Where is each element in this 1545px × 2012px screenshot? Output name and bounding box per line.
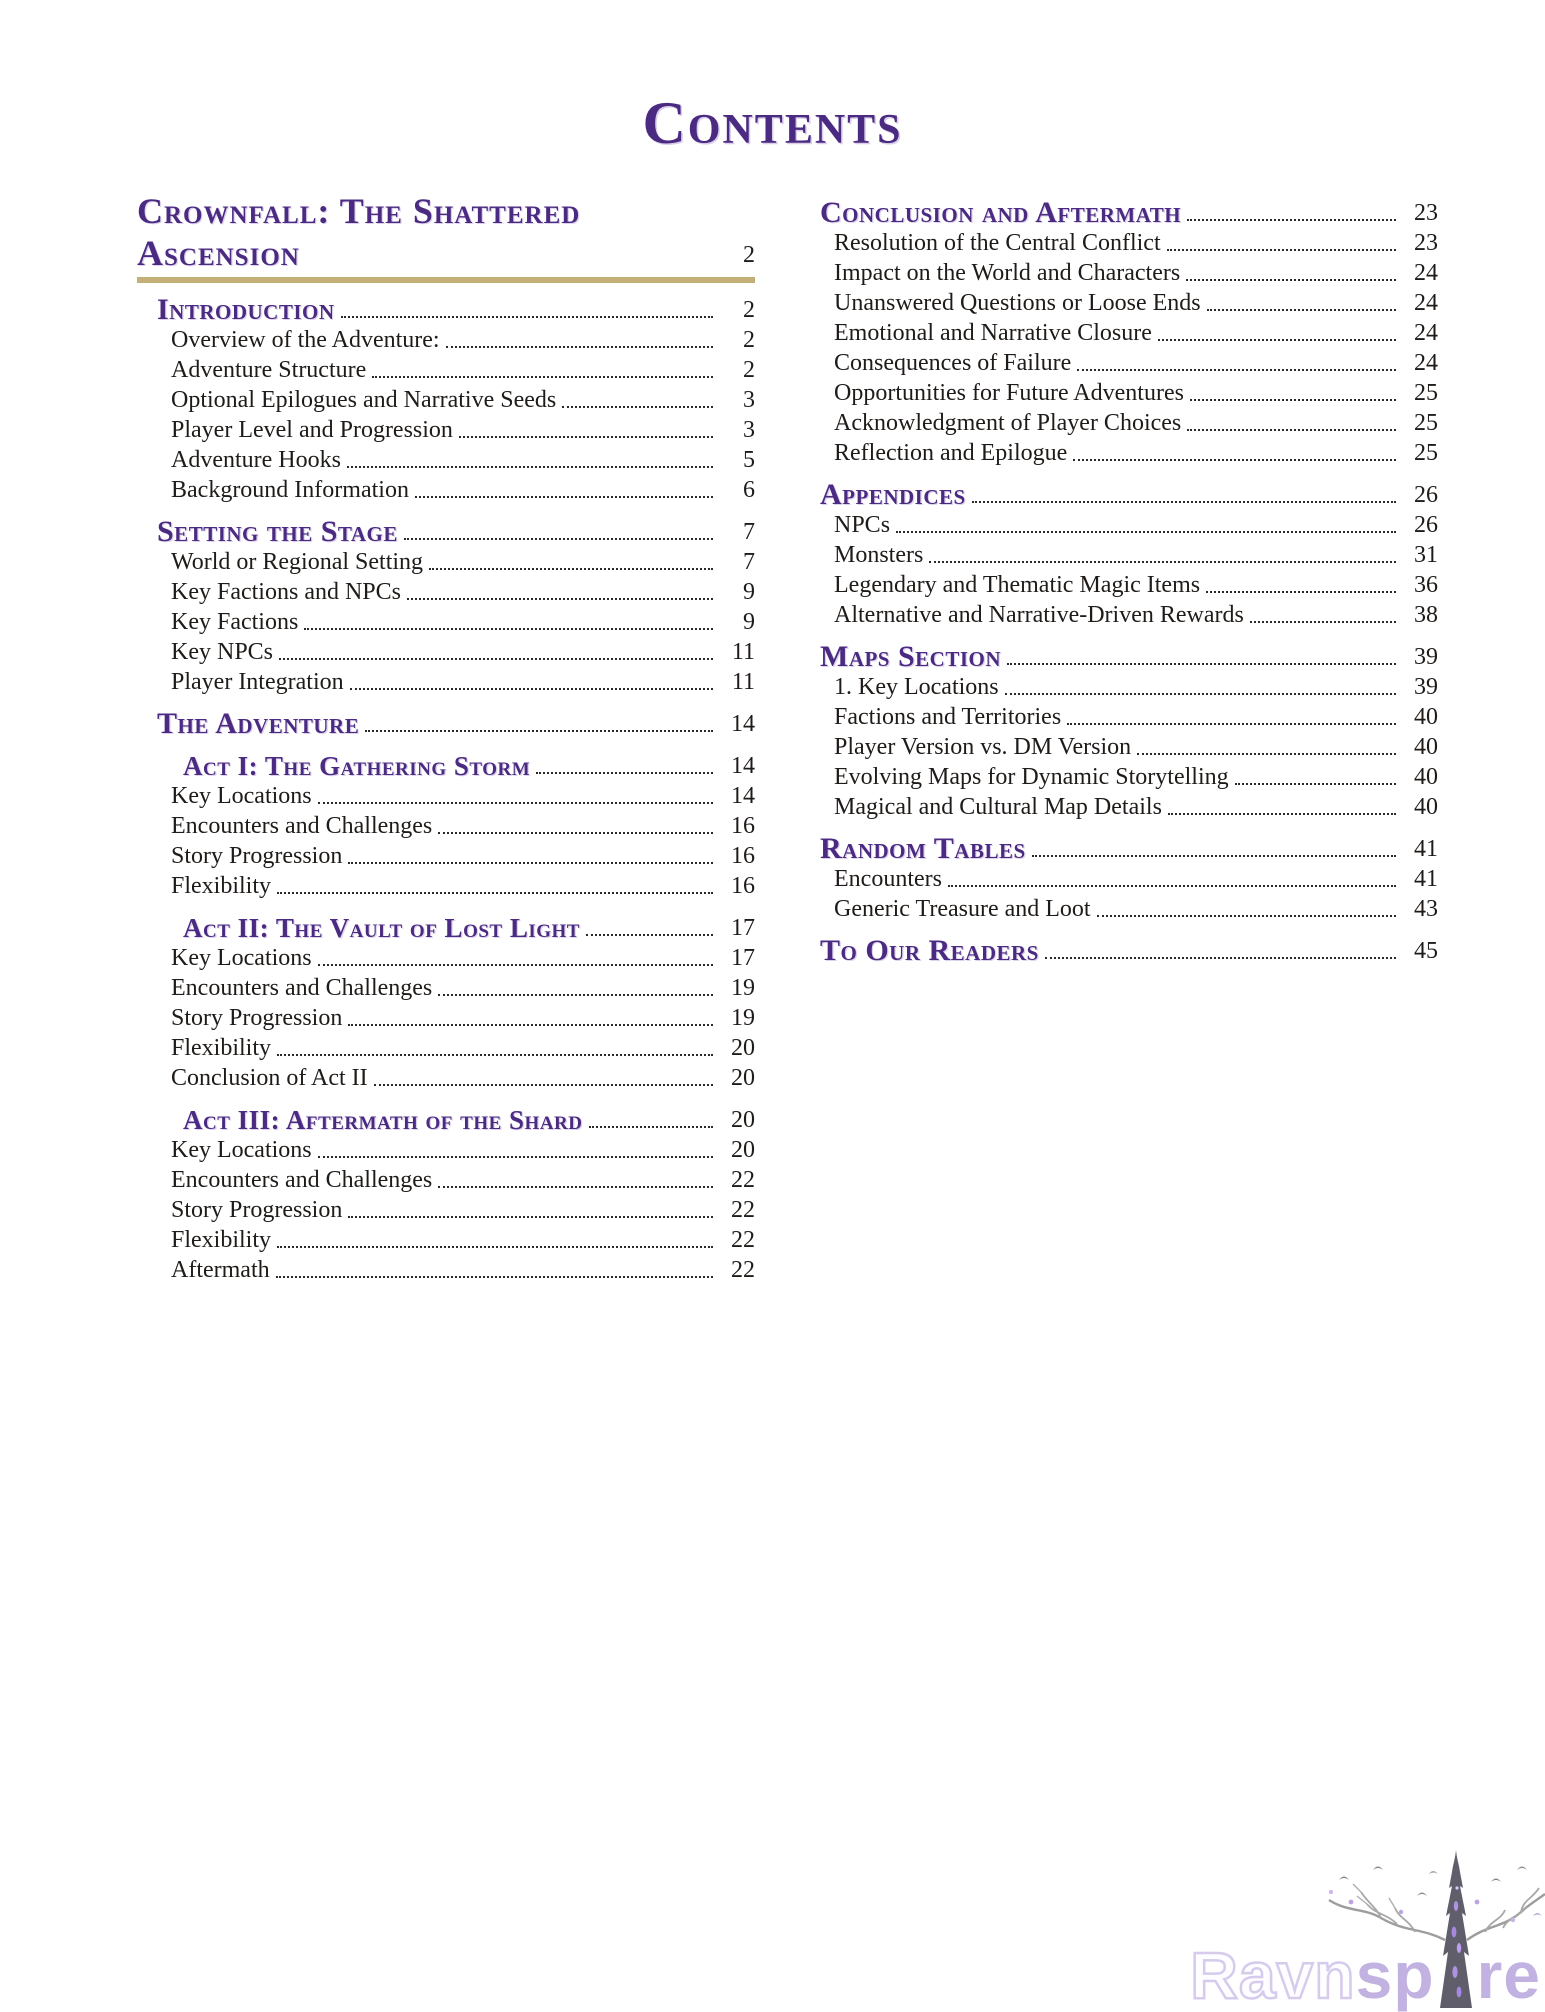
toc-entry-page-number: 36 <box>1414 572 1438 598</box>
toc-entry-page-number: 22 <box>731 1257 755 1283</box>
dot-leader <box>536 772 713 774</box>
toc-entry[interactable] <box>800 894 1438 924</box>
toc-entry-label: Monsters <box>834 542 924 568</box>
dot-leader <box>365 730 713 732</box>
toc-entry-label: Overview of the Adventure: <box>171 327 440 353</box>
toc-section-heading[interactable] <box>800 198 1438 228</box>
dot-leader <box>1235 783 1396 785</box>
dot-leader <box>1067 723 1396 725</box>
toc-entry-page-number: 40 <box>1414 734 1438 760</box>
toc-entry-page-number: 3 <box>743 387 755 413</box>
toc-entry-page-number: 40 <box>1414 764 1438 790</box>
toc-entry-page-number: 23 <box>1414 200 1438 226</box>
toc-entry-page-number: 24 <box>1414 260 1438 286</box>
toc-entry-label: Key Locations <box>171 783 312 809</box>
toc-entry-label: Magical and Cultural Map Details <box>834 794 1162 820</box>
toc-entry-page-number: 38 <box>1414 602 1438 628</box>
toc-entry-label: Story Progression <box>171 1005 343 1031</box>
toc-section-heading[interactable] <box>800 480 1438 510</box>
toc-section-heading[interactable] <box>137 913 755 943</box>
toc-section-heading[interactable] <box>137 709 755 739</box>
toc-entry[interactable] <box>137 1033 755 1063</box>
dot-leader <box>1187 219 1396 221</box>
toc-entry[interactable] <box>800 438 1438 468</box>
toc-entry-page-number: 5 <box>743 447 755 473</box>
dot-leader <box>347 466 713 468</box>
toc-entry[interactable] <box>137 1003 755 1033</box>
dot-leader <box>438 832 713 834</box>
toc-entry[interactable] <box>800 732 1438 762</box>
toc-entry-label: Adventure Hooks <box>171 447 341 473</box>
toc-entry-label: Optional Epilogues and Narrative Seeds <box>171 387 557 413</box>
toc-entry-page-number: 45 <box>1414 938 1438 964</box>
toc-entry[interactable] <box>137 781 755 811</box>
toc-entry[interactable] <box>137 1195 755 1225</box>
toc-entry-label: Setting the Stage <box>157 515 398 548</box>
dot-leader <box>279 658 713 660</box>
toc-entry-page-number: 14 <box>731 711 755 737</box>
toc-entry-page-number: 22 <box>731 1167 755 1193</box>
dot-leader <box>276 1276 713 1278</box>
toc-entry-label: Player Integration <box>171 669 344 695</box>
toc-entry-label: Crownfall: The Shattered Ascension <box>137 191 581 273</box>
toc-entry[interactable] <box>800 408 1438 438</box>
toc-entry-page-number: 14 <box>731 753 755 779</box>
dot-leader <box>1168 813 1396 815</box>
dot-leader <box>562 406 713 408</box>
page-title: Contents <box>642 90 903 156</box>
toc-entry[interactable] <box>800 348 1438 378</box>
toc-entry-label: Opportunities for Future Adventures <box>834 380 1184 406</box>
toc-entry[interactable] <box>137 871 755 901</box>
toc-entry-label: Story Progression <box>171 1197 343 1223</box>
toc-entry-label: Player Version vs. DM Version <box>834 734 1132 760</box>
toc-entry[interactable] <box>800 288 1438 318</box>
toc-entry[interactable] <box>800 510 1438 540</box>
toc-entry-label: Unanswered Questions or Loose Ends <box>834 290 1201 316</box>
dot-leader <box>304 628 713 630</box>
toc-entry-label: 1. Key Locations <box>834 674 999 700</box>
toc-entry-label: Player Level and Progression <box>171 417 453 443</box>
toc-entry-label: The Adventure <box>157 707 360 740</box>
toc-entry[interactable] <box>137 1135 755 1165</box>
toc-entry-label: Flexibility <box>171 1035 272 1061</box>
toc-entry[interactable] <box>137 943 755 973</box>
toc-entry-label: Story Progression <box>171 843 343 869</box>
dot-leader <box>1187 429 1396 431</box>
toc-entry-page-number: 2 <box>743 357 755 383</box>
dot-leader <box>972 501 1396 503</box>
toc-entry-label: Act II: The Vault of Lost Light <box>183 913 580 943</box>
toc-entry-page-number: 20 <box>731 1035 755 1061</box>
toc-entry-label: Acknowledgment of Player Choices <box>834 410 1182 436</box>
dot-leader <box>589 1126 713 1128</box>
toc-entry-page-number: 11 <box>731 669 755 695</box>
dot-leader <box>318 802 713 804</box>
toc-entry[interactable] <box>800 378 1438 408</box>
toc-entry[interactable] <box>137 667 755 697</box>
dot-leader <box>1190 399 1396 401</box>
dot-leader <box>341 316 713 318</box>
dot-leader <box>374 1084 713 1086</box>
dot-leader <box>1250 621 1396 623</box>
dot-leader <box>1167 249 1396 251</box>
dot-leader <box>348 1216 713 1218</box>
toc-entry-page-number: 40 <box>1414 704 1438 730</box>
toc-entry-label: To Our Readers <box>820 934 1039 967</box>
toc-entry-page-number: 22 <box>731 1197 755 1223</box>
dot-leader <box>404 538 713 540</box>
toc-entry-page-number: 17 <box>731 945 755 971</box>
toc-entry-page-number: 14 <box>731 783 755 809</box>
dot-leader <box>438 994 713 996</box>
dot-leader <box>415 496 713 498</box>
dot-leader <box>277 1246 713 1248</box>
toc-entry-page-number: 2 <box>743 297 755 323</box>
toc-section-heading[interactable] <box>137 751 755 781</box>
dot-leader <box>407 598 713 600</box>
toc-entry-label: Alternative and Narrative-Driven Rewards <box>834 602 1244 628</box>
toc-column-right <box>800 186 1438 966</box>
toc-entry[interactable] <box>137 577 755 607</box>
toc-entry-label: Background Information <box>171 477 409 503</box>
toc-entry-label: Generic Treasure and Loot <box>834 896 1091 922</box>
toc-entry-page-number: 16 <box>731 843 755 869</box>
toc-entry-page-number: 39 <box>1414 644 1438 670</box>
toc-entry[interactable] <box>800 318 1438 348</box>
dot-leader <box>1077 369 1396 371</box>
toc-entry[interactable] <box>137 1165 755 1195</box>
toc-entry-label: Aftermath <box>171 1257 270 1283</box>
toc-entry-page-number: 39 <box>1414 674 1438 700</box>
ravnspire-watermark-logo <box>1190 1820 1541 2012</box>
toc-entry-label: Emotional and Narrative Closure <box>834 320 1152 346</box>
dot-leader <box>1045 957 1396 959</box>
toc-entry[interactable] <box>137 385 755 415</box>
toc-entry-label: Factions and Territories <box>834 704 1062 730</box>
dot-leader <box>1005 693 1396 695</box>
toc-entry-label: Flexibility <box>171 1227 272 1253</box>
dot-leader <box>929 561 1396 563</box>
toc-entry[interactable] <box>800 540 1438 570</box>
dot-leader <box>1007 663 1396 665</box>
toc-section-heading[interactable] <box>137 190 755 274</box>
dot-leader <box>1073 459 1396 461</box>
toc-entry[interactable] <box>800 570 1438 600</box>
toc-entry-page-number: 2 <box>743 327 755 353</box>
toc-column-left <box>137 190 755 1285</box>
toc-entry-label: Impact on the World and Characters <box>834 260 1181 286</box>
toc-entry-label: Legendary and Thematic Magic Items <box>834 572 1201 598</box>
toc-entry-page-number: 24 <box>1414 320 1438 346</box>
dot-leader <box>896 531 1396 533</box>
toc-section-heading[interactable] <box>137 1105 755 1135</box>
wordmark-fill-text-right: re <box>1476 1938 1541 2012</box>
toc-entry-page-number: 19 <box>731 1005 755 1031</box>
toc-entry-label: Maps Section <box>820 640 1002 673</box>
toc-entry-page-number: 24 <box>1414 290 1438 316</box>
toc-entry-page-number: 43 <box>1414 896 1438 922</box>
toc-entry-label: Encounters and Challenges <box>171 975 433 1001</box>
toc-entry-label: Encounters and Challenges <box>171 1167 433 1193</box>
dot-leader <box>1158 339 1396 341</box>
dot-leader <box>1032 855 1396 857</box>
dot-leader <box>348 862 713 864</box>
toc-entry[interactable] <box>800 702 1438 732</box>
dot-leader <box>429 568 713 570</box>
toc-section-heading[interactable] <box>137 295 755 325</box>
toc-entry[interactable] <box>800 258 1438 288</box>
toc-entry-label: Act I: The Gathering Storm <box>183 751 531 781</box>
toc-entry[interactable] <box>137 607 755 637</box>
toc-entry-page-number: 7 <box>743 519 755 545</box>
dot-leader <box>277 1054 713 1056</box>
toc-entry[interactable] <box>137 811 755 841</box>
toc-entry[interactable] <box>137 973 755 1003</box>
toc-entry-page-number: 2 <box>743 242 755 268</box>
toc-entry[interactable] <box>800 792 1438 822</box>
toc-entry-label: Key Factions <box>171 609 299 635</box>
dot-leader <box>350 688 713 690</box>
toc-entry[interactable] <box>137 415 755 445</box>
toc-entry-label: Key Locations <box>171 1137 312 1163</box>
toc-entry-page-number: 25 <box>1414 410 1438 436</box>
toc-entry[interactable] <box>800 600 1438 630</box>
toc-entry-page-number: 9 <box>743 579 755 605</box>
dot-leader <box>1137 753 1396 755</box>
toc-entry-page-number: 41 <box>1414 866 1438 892</box>
toc-entry-page-number: 16 <box>731 873 755 899</box>
toc-entry-page-number: 26 <box>1414 482 1438 508</box>
toc-entry[interactable] <box>137 1063 755 1093</box>
toc-entry-page-number: 7 <box>743 549 755 575</box>
toc-entry-label: Random Tables <box>820 832 1026 865</box>
toc-entry[interactable] <box>800 762 1438 792</box>
toc-entry[interactable] <box>137 355 755 385</box>
ravnspire-wordmark <box>1190 1850 1541 2012</box>
toc-entry[interactable] <box>137 1225 755 1255</box>
toc-section-heading[interactable] <box>800 642 1438 672</box>
dot-leader <box>446 346 713 348</box>
toc-entry-page-number: 17 <box>731 915 755 941</box>
toc-entry-label: Introduction <box>157 293 335 326</box>
toc-entry-label: Encounters <box>834 866 942 892</box>
toc-entry-page-number: 9 <box>743 609 755 635</box>
dot-leader <box>1206 591 1396 593</box>
toc-entry[interactable] <box>137 547 755 577</box>
toc-entry-label: Reflection and Epilogue <box>834 440 1068 466</box>
toc-entry-label: Flexibility <box>171 873 272 899</box>
toc-entry-label: Conclusion of Act II <box>171 1065 368 1091</box>
toc-entry[interactable] <box>137 637 755 667</box>
dot-leader <box>459 436 713 438</box>
dot-leader <box>277 892 713 894</box>
toc-entry-page-number: 26 <box>1414 512 1438 538</box>
toc-entry-page-number: 16 <box>731 813 755 839</box>
toc-entry[interactable] <box>137 445 755 475</box>
toc-entry[interactable] <box>137 1255 755 1285</box>
dot-leader <box>1186 279 1396 281</box>
wordmark-outline-text: Ravn <box>1190 1938 1356 2012</box>
toc-entry-page-number: 25 <box>1414 440 1438 466</box>
toc-entry[interactable] <box>800 672 1438 702</box>
dot-leader <box>348 1024 713 1026</box>
toc-entry-page-number: 6 <box>743 477 755 503</box>
toc-entry-page-number: 25 <box>1414 380 1438 406</box>
toc-entry-label: Key Factions and NPCs <box>171 579 401 605</box>
toc-entry-page-number: 31 <box>1414 542 1438 568</box>
toc-entry[interactable] <box>137 325 755 355</box>
toc-entry-page-number: 20 <box>731 1065 755 1091</box>
toc-entry-label: Resolution of the Central Conflict <box>834 230 1161 256</box>
toc-entry-page-number: 23 <box>1414 230 1438 256</box>
toc-entry-label: Appendices <box>820 478 966 511</box>
toc-entry[interactable] <box>137 475 755 505</box>
toc-section-heading[interactable] <box>800 834 1438 864</box>
dot-leader <box>1207 309 1396 311</box>
toc-entry[interactable] <box>800 228 1438 258</box>
toc-entry-page-number: 11 <box>731 639 755 665</box>
toc-entry-label: Act III: Aftermath of the Shard <box>183 1105 583 1135</box>
wordmark-fill-text-left: sp <box>1355 1938 1435 2012</box>
section-divider-rule <box>137 277 755 283</box>
dot-leader <box>586 934 713 936</box>
spire-tower-icon <box>1434 1850 1478 2008</box>
toc-entry-page-number: 40 <box>1414 794 1438 820</box>
toc-entry-page-number: 3 <box>743 417 755 443</box>
toc-entry-label: Encounters and Challenges <box>171 813 433 839</box>
toc-entry-label: World or Regional Setting <box>171 549 424 575</box>
dot-leader <box>318 1156 713 1158</box>
dot-leader <box>372 376 713 378</box>
toc-entry-label: Evolving Maps for Dynamic Storytelling <box>834 764 1229 790</box>
toc-section-heading[interactable] <box>800 936 1438 966</box>
dot-leader <box>1097 915 1396 917</box>
toc-entry-label: Consequences of Failure <box>834 350 1072 376</box>
toc-entry[interactable] <box>137 841 755 871</box>
toc-entry[interactable] <box>800 864 1438 894</box>
toc-entry-page-number: 22 <box>731 1227 755 1253</box>
toc-section-heading[interactable] <box>137 517 755 547</box>
dot-leader <box>438 1186 713 1188</box>
toc-entry-label: Adventure Structure <box>171 357 367 383</box>
toc-entry-label: NPCs <box>834 512 891 538</box>
toc-entry-page-number: 20 <box>731 1107 755 1133</box>
toc-entry-page-number: 20 <box>731 1137 755 1163</box>
toc-entry-label: Key Locations <box>171 945 312 971</box>
dot-leader <box>318 964 713 966</box>
toc-entry-page-number: 19 <box>731 975 755 1001</box>
toc-entry-label: Conclusion and Aftermath <box>820 196 1182 229</box>
dot-leader <box>948 885 1396 887</box>
toc-entry-page-number: 24 <box>1414 350 1438 376</box>
toc-entry-page-number: 41 <box>1414 836 1438 862</box>
toc-entry-label: Key NPCs <box>171 639 274 665</box>
